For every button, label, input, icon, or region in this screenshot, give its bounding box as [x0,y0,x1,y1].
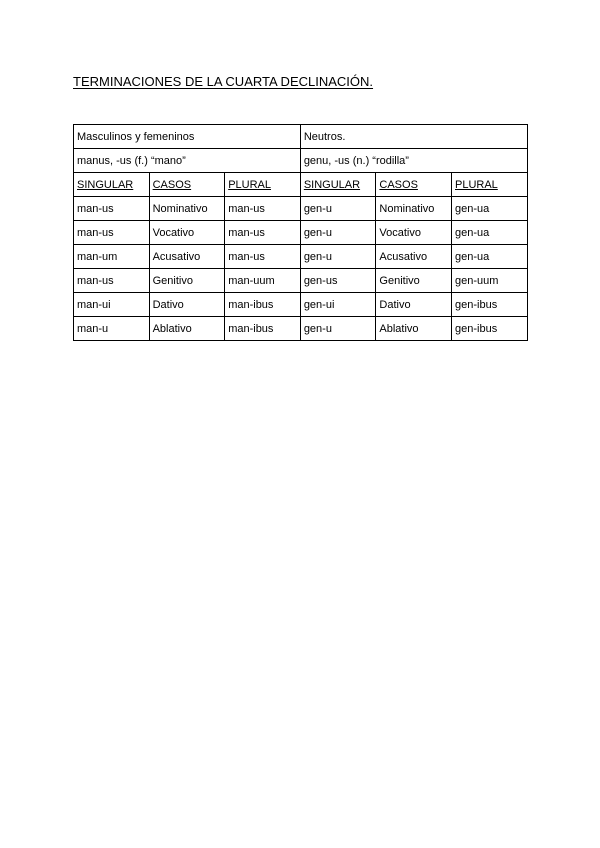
table-cell: gen-ibus [452,293,528,317]
table-row [74,197,528,221]
group-example-neuter: genu, -us (n.) “rodilla” [300,149,527,173]
table-cell: man-um [74,245,150,269]
column-header: SINGULAR [300,173,376,197]
table-row [74,221,528,245]
table-cell: gen-us [300,269,376,293]
table-cell: man-us [74,221,150,245]
table-cell: Genitivo [149,269,225,293]
table-cell: man-uum [225,269,301,293]
table-cell: gen-ua [452,245,528,269]
column-header: PLURAL [225,173,301,197]
column-header: PLURAL [452,173,528,197]
table-cell: Ablativo [149,317,225,341]
table-cell: gen-u [300,221,376,245]
table-cell: man-ibus [225,317,301,341]
table-cell: man-us [74,269,150,293]
table-cell: Genitivo [376,269,452,293]
table-cell: gen-ui [300,293,376,317]
table-cell: gen-uum [452,269,528,293]
table-row [74,245,528,269]
table-cell: gen-ibus [452,317,528,341]
header-row [74,173,528,197]
table-row [74,317,528,341]
table-row [74,293,528,317]
table-cell: Acusativo [376,245,452,269]
table-cell: gen-u [300,245,376,269]
table-cell: man-ibus [225,293,301,317]
table-cell: Dativo [376,293,452,317]
declension-table [73,124,528,341]
table-cell: gen-ua [452,221,528,245]
table-cell: man-us [225,221,301,245]
table-cell: Vocativo [149,221,225,245]
table-cell: man-us [74,197,150,221]
table-cell: Ablativo [376,317,452,341]
table-cell: Dativo [149,293,225,317]
table-cell: Nominativo [149,197,225,221]
table-cell: man-u [74,317,150,341]
table-cell: man-ui [74,293,150,317]
document-title: TERMINACIONES DE LA CUARTA DECLINACIÓN. [73,74,374,89]
group-example-masc-fem: manus, -us (f.) “mano” [74,149,301,173]
table-cell: Vocativo [376,221,452,245]
table-cell: man-us [225,197,301,221]
group-label-masc-fem: Masculinos y femeninos [74,125,301,149]
column-header: CASOS [376,173,452,197]
column-header: SINGULAR [74,173,150,197]
table-cell: gen-u [300,317,376,341]
table-cell: gen-ua [452,197,528,221]
table-cell: man-us [225,245,301,269]
column-header: CASOS [149,173,225,197]
table-cell: Acusativo [149,245,225,269]
group-label-neuter: Neutros. [300,125,527,149]
table-cell: Nominativo [376,197,452,221]
table-row [74,149,528,173]
table-row [74,125,528,149]
table-cell: gen-u [300,197,376,221]
table-row [74,269,528,293]
